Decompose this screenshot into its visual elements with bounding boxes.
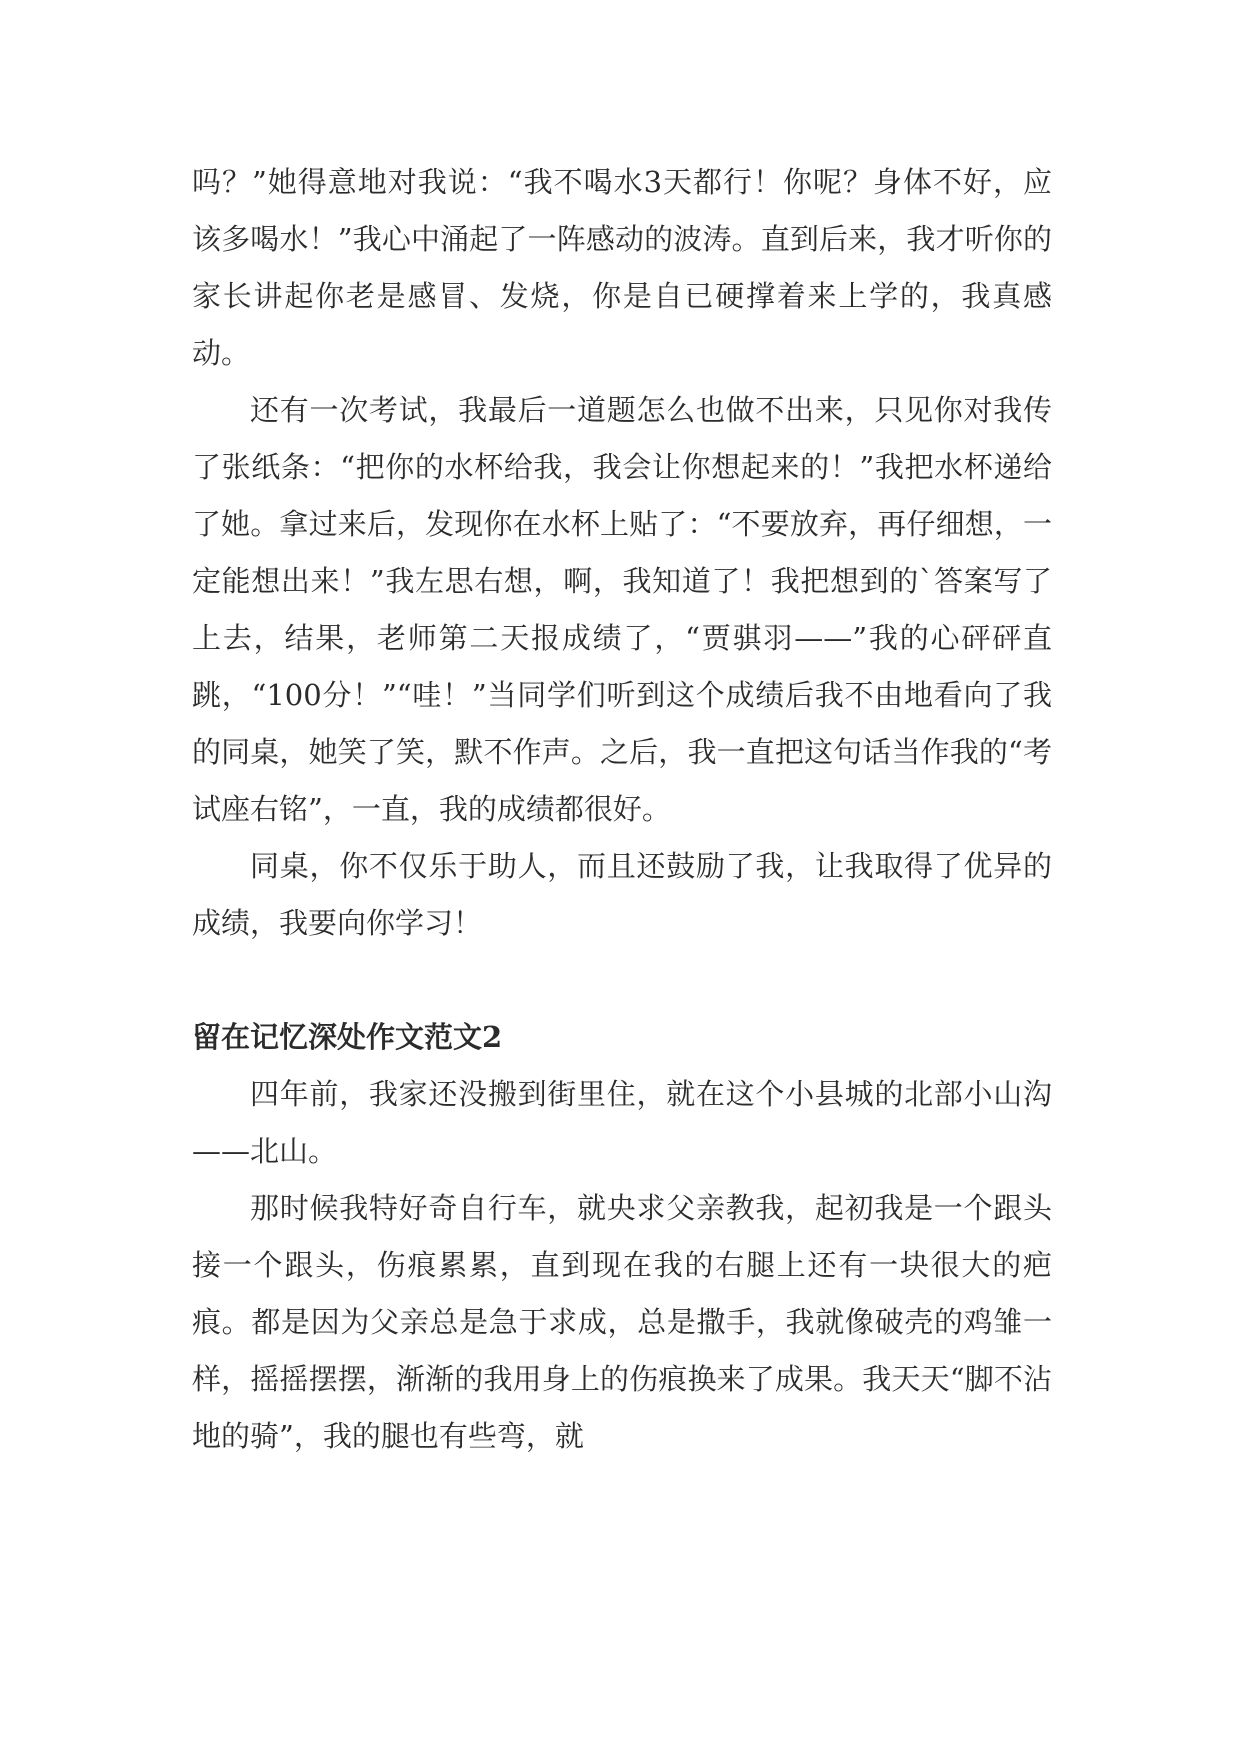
section-title: 留在记忆深处作文范文2: [192, 1020, 503, 1054]
paragraph-intro: 四年前，我家还没搬到街里住，就在这个小县城的北部小山沟——北山。: [192, 1077, 1052, 1168]
document-body: [192, 154, 1052, 1465]
paragraph-bicycle: 那时候我特好奇自行车，就央求父亲教我，起初我是一个跟头接一个跟头，伤痕累累，直到现在我的右腿上还有一块很大的疤痕。都是因为父亲总是急于求成，总是撒手，我就像破壳的鸡雏一样，摇摇摆摆，渐渐的我用身上的伤痕换来了成果。我天天“脚不沾地的骑”，我的腿也有些弯，就: [192, 1191, 1052, 1453]
paragraph-conclusion: 同桌，你不仅乐于助人，而且还鼓励了我，让我取得了优异的成绩，我要向你学习！: [192, 849, 1052, 940]
paragraph-exam-story: 还有一次考试，我最后一道题怎么也做不出来，只见你对我传了张纸条：“把你的水杯给我，我会让你想起来的！”我把水杯递给了她。拿过来后，发现你在水杯上贴了：“不要放弃，再仔细想，一定能想出来！”我左思右想，啊，我知道了！我把想到的`答案写了上去，结果，老师第二天报成绩了，“贾骐羽——”我的心砰砰直跳，“100分！”“哇！”当同学们听到这个成绩后我不由地看向了我的同桌，她笑了笑，默不作声。之后，我一直把这句话当作我的“考试座右铭”，一直，我的成绩都很好。: [192, 393, 1052, 826]
paragraph-continuation: 吗？”她得意地对我说：“我不喝水3天都行！你呢？身体不好，应该多喝水！”我心中涌起了一阵感动的波涛。直到后来，我才听你的家长讲起你老是感冒、发烧，你是自已硬撑着来上学的，我真感动。: [192, 165, 1052, 370]
